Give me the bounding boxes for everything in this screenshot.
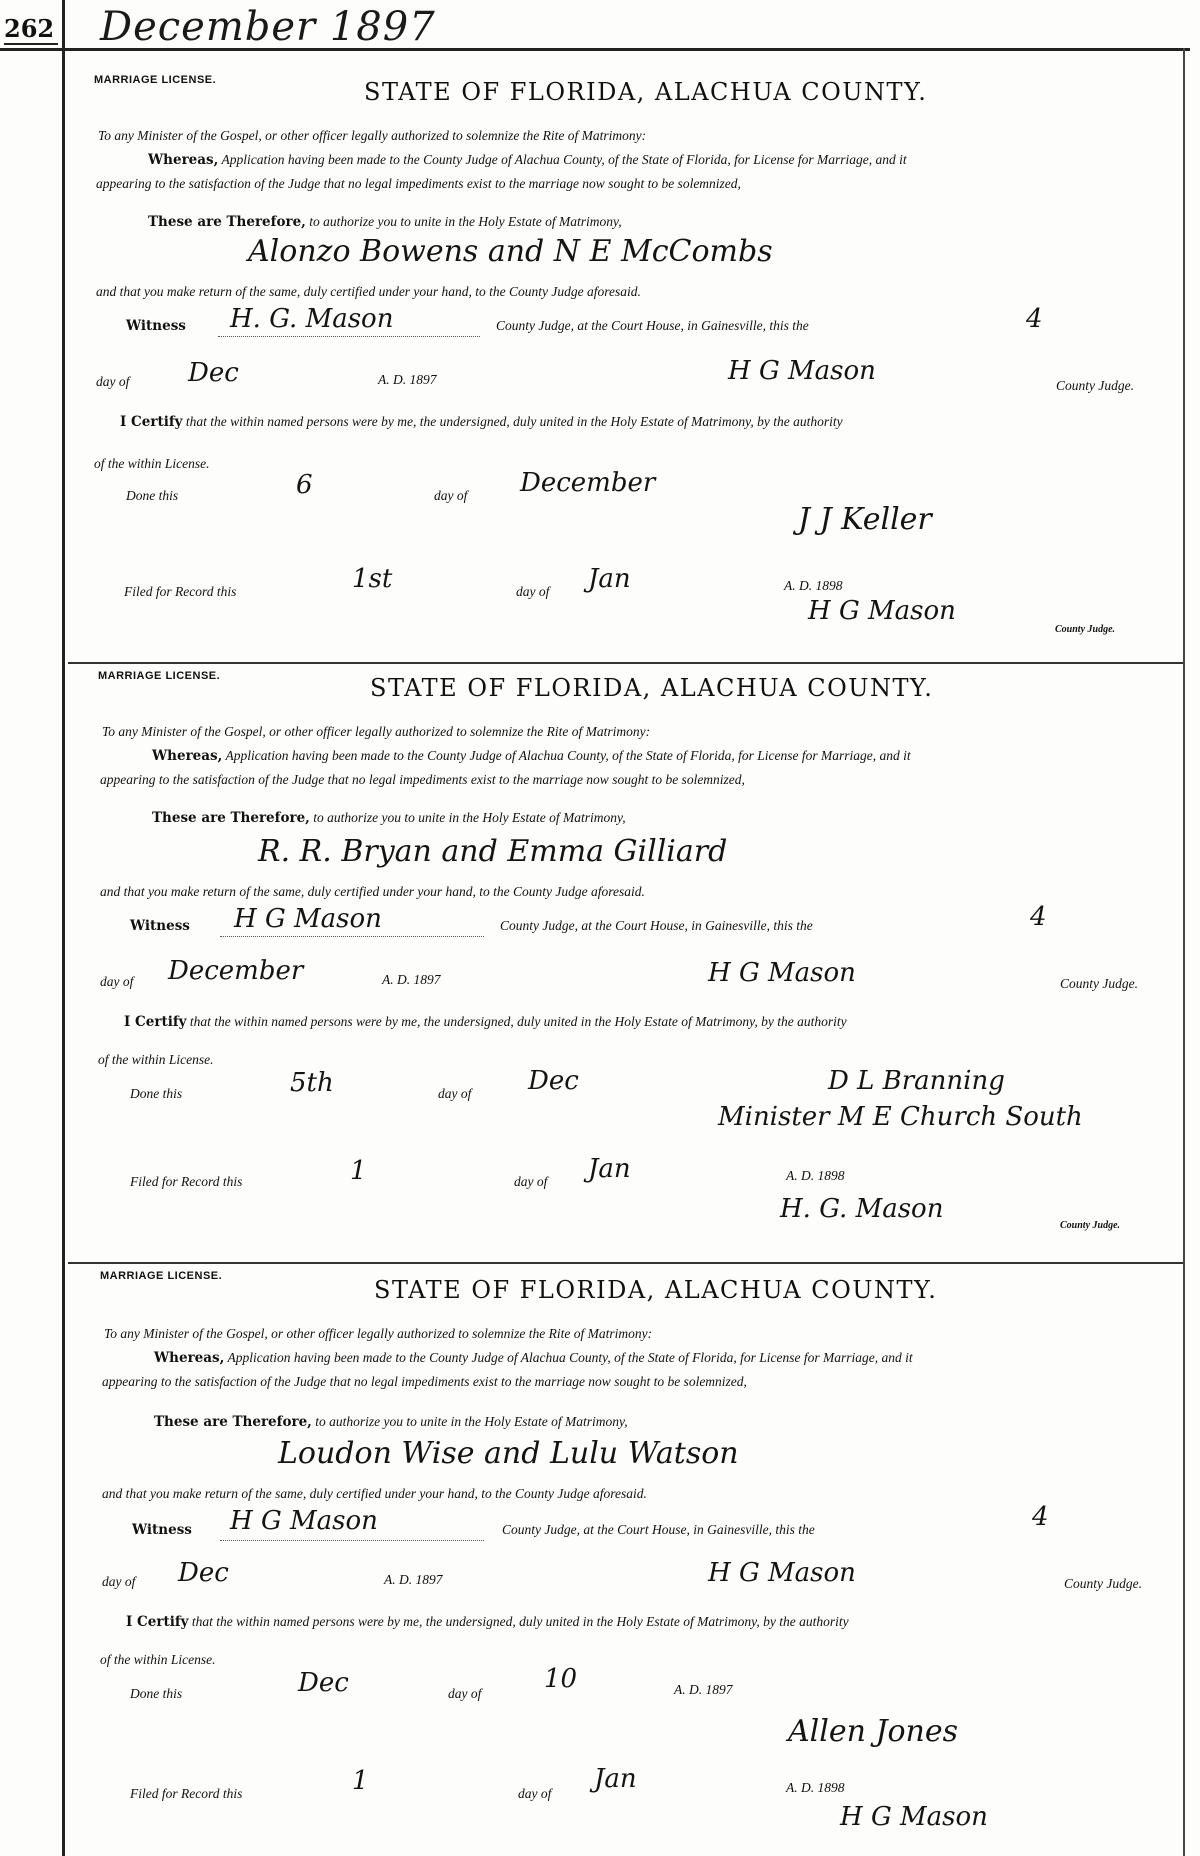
return-line: and that you make return of the same, duly certified under your hand, to the County Judge aforesaid. bbox=[96, 284, 641, 299]
whereas-bold: Whereas, bbox=[148, 152, 219, 168]
these-are-bold: These are Therefore, bbox=[154, 1414, 312, 1430]
couple-names: Loudon Wise and Lulu Watson bbox=[278, 1436, 739, 1471]
within-license: of the within License. bbox=[98, 1052, 214, 1067]
done-month: December bbox=[520, 468, 656, 498]
left-margin-rule bbox=[62, 0, 65, 1856]
whereas-text: Application having been made to the County Judge of Alachua County, of the State of Florida, for License for Marriage, and it bbox=[221, 152, 907, 167]
ad-1897: A. D. 1897 bbox=[382, 972, 441, 987]
ad-1898: A. D. 1898 bbox=[786, 1780, 845, 1795]
appearing-line: appearing to the satisfaction of the Judge that no legal impediments exist to the marriage now sought to be solemnized, bbox=[100, 772, 745, 787]
filed-signature: H G Mason bbox=[840, 1802, 988, 1832]
certify-bold: I Certify bbox=[120, 414, 183, 430]
filed-label: Filed for Record this bbox=[130, 1786, 243, 1801]
ad-1897: A. D. 1897 bbox=[378, 372, 437, 387]
county-judge-small: County Judge. bbox=[1060, 1220, 1121, 1231]
done-this-label: Done this bbox=[130, 1086, 183, 1101]
done-year: A. D. 1897 bbox=[674, 1682, 733, 1697]
witness-bold: Witness bbox=[130, 918, 190, 934]
marriage-license-label: MARRIAGE LICENSE. bbox=[98, 670, 221, 682]
certify-text: that the within named persons were by me, the undersigned, duly united in the Holy Estate of Matrimony, by the authority bbox=[189, 1014, 847, 1029]
filed-day-of: day of bbox=[518, 1786, 552, 1801]
whereas-text: Application having been made to the County Judge of Alachua County, of the State of Florida, for License for Marriage, and it bbox=[227, 1350, 913, 1365]
witness-line bbox=[126, 318, 186, 334]
marriage-license-label: MARRIAGE LICENSE. bbox=[94, 74, 217, 86]
whereas-bold: Whereas, bbox=[152, 748, 223, 764]
filed-day: 1st bbox=[352, 564, 393, 594]
these-are-text: to authorize you to unite in the Holy Estate of Matrimony, bbox=[309, 214, 622, 229]
done-month: Dec bbox=[528, 1066, 579, 1096]
ad-1898: A. D. 1898 bbox=[786, 1168, 845, 1183]
witness-text: County Judge, at the Court House, in Gainesville, this the bbox=[496, 318, 809, 333]
these-are-line bbox=[154, 1414, 628, 1430]
whereas-bold: Whereas, bbox=[154, 1350, 225, 1366]
to-any-minister: To any Minister of the Gospel, or other officer legally authorized to solemnize the Rite of Matrimony: bbox=[98, 128, 647, 143]
these-are-line bbox=[148, 214, 622, 230]
certify-text: that the within named persons were by me, the undersigned, duly united in the Holy Estate of Matrimony, by the authority bbox=[185, 414, 843, 429]
return-line: and that you make return of the same, duly certified under your hand, to the County Judge aforesaid. bbox=[102, 1486, 647, 1501]
whereas-line bbox=[148, 152, 907, 168]
return-line: and that you make return of the same, duly certified under your hand, to the County Judge aforesaid. bbox=[100, 884, 645, 899]
couple-names: Alonzo Bowens and N E McCombs bbox=[248, 234, 773, 269]
within-license: of the within License. bbox=[100, 1652, 216, 1667]
witness-bold: Witness bbox=[132, 1522, 192, 1538]
done-day: 6 bbox=[296, 470, 313, 500]
county-judge-label: County Judge. bbox=[1056, 378, 1134, 393]
these-are-line bbox=[152, 810, 626, 826]
this-the-day: 4 bbox=[1026, 304, 1043, 334]
officiant-signature: D L Branning bbox=[828, 1066, 1005, 1096]
whereas-line bbox=[154, 1350, 913, 1366]
this-the-day: 4 bbox=[1030, 902, 1047, 932]
county-judge-small: County Judge. bbox=[1055, 624, 1116, 635]
county-judge-label: County Judge. bbox=[1060, 976, 1138, 991]
marriage-license-label: MARRIAGE LICENSE. bbox=[100, 1270, 223, 1282]
filed-signature: H. G. Mason bbox=[780, 1194, 944, 1224]
these-are-bold: These are Therefore, bbox=[152, 810, 310, 826]
filed-day: 1 bbox=[350, 1156, 367, 1186]
witness-bold: Witness bbox=[126, 318, 186, 334]
witness-line bbox=[130, 918, 190, 934]
officiant-signature: Allen Jones bbox=[788, 1714, 959, 1749]
ad-1898: A. D. 1898 bbox=[784, 578, 843, 593]
certify-line bbox=[124, 1014, 847, 1030]
license-divider-2 bbox=[68, 1262, 1183, 1264]
appearing-line: appearing to the satisfaction of the Judge that no legal impediments exist to the marriage now sought to be solemnized, bbox=[102, 1374, 747, 1389]
appearing-line: appearing to the satisfaction of the Judge that no legal impediments exist to the marriage now sought to be solemnized, bbox=[96, 176, 741, 191]
filed-month: Jan bbox=[588, 564, 631, 594]
this-the-day: 4 bbox=[1032, 1502, 1049, 1532]
these-are-text: to authorize you to unite in the Holy Estate of Matrimony, bbox=[313, 810, 626, 825]
day-of-label: day of bbox=[96, 374, 130, 389]
day-of-month: Dec bbox=[188, 358, 239, 388]
filed-label: Filed for Record this bbox=[124, 584, 237, 599]
witness-signature: H. G. Mason bbox=[230, 304, 394, 334]
day-of-label: day of bbox=[100, 974, 134, 989]
officiant-signature: J J Keller bbox=[798, 502, 932, 537]
judge-signature: H G Mason bbox=[708, 958, 856, 988]
county-judge-label: County Judge. bbox=[1064, 1576, 1142, 1591]
license-divider-1 bbox=[68, 662, 1183, 664]
witness-signature: H G Mason bbox=[234, 904, 382, 934]
filed-day-of: day of bbox=[514, 1174, 548, 1189]
filed-month: Jan bbox=[588, 1154, 631, 1184]
done-day: Dec bbox=[298, 1668, 349, 1698]
witness-text: County Judge, at the Court House, in Gainesville, this the bbox=[500, 918, 813, 933]
certify-bold: I Certify bbox=[124, 1014, 187, 1030]
whereas-text: Application having been made to the County Judge of Alachua County, of the State of Florida, for License for Marriage, and it bbox=[225, 748, 911, 763]
filed-day-of: day of bbox=[516, 584, 550, 599]
done-day-of: day of bbox=[438, 1086, 472, 1101]
state-title: STATE OF FLORIDA, ALACHUA COUNTY. bbox=[364, 78, 928, 106]
certify-bold: I Certify bbox=[126, 1614, 189, 1630]
ad-1897: A. D. 1897 bbox=[384, 1572, 443, 1587]
page-number: 262 bbox=[4, 14, 58, 45]
couple-names: R. R. Bryan and Emma Gilliard bbox=[258, 834, 728, 869]
day-of-label: day of bbox=[102, 1574, 136, 1589]
witness-text: County Judge, at the Court House, in Gainesville, this the bbox=[502, 1522, 815, 1537]
done-day-of: day of bbox=[448, 1686, 482, 1701]
certify-line bbox=[120, 414, 843, 430]
filed-signature: H G Mason bbox=[808, 596, 956, 626]
witness-signature: H G Mason bbox=[230, 1506, 378, 1536]
done-this-label: Done this bbox=[126, 488, 179, 503]
done-month: 10 bbox=[544, 1664, 578, 1694]
done-day-of: day of bbox=[434, 488, 468, 503]
these-are-bold: These are Therefore, bbox=[148, 214, 306, 230]
within-license: of the within License. bbox=[94, 456, 210, 471]
done-this-label: Done this bbox=[130, 1686, 183, 1701]
to-any-minister: To any Minister of the Gospel, or other officer legally authorized to solemnize the Rite of Matrimony: bbox=[102, 724, 651, 739]
right-rule bbox=[1183, 48, 1185, 1856]
day-of-month: Dec bbox=[178, 1558, 229, 1588]
judge-signature: H G Mason bbox=[728, 356, 876, 386]
filed-label: Filed for Record this bbox=[130, 1174, 243, 1189]
whereas-line bbox=[152, 748, 911, 764]
filed-day: 1 bbox=[352, 1766, 369, 1796]
page-header-handwriting: December 1897 bbox=[100, 4, 436, 50]
state-title: STATE OF FLORIDA, ALACHUA COUNTY. bbox=[374, 1276, 938, 1304]
to-any-minister: To any Minister of the Gospel, or other officer legally authorized to solemnize the Rite of Matrimony: bbox=[104, 1326, 653, 1341]
filed-month: Jan bbox=[594, 1764, 637, 1794]
witness-line bbox=[132, 1522, 192, 1538]
day-of-month: December bbox=[168, 956, 304, 986]
certify-text: that the within named persons were by me, the undersigned, duly united in the Holy Estate of Matrimony, by the authority bbox=[191, 1614, 849, 1629]
these-are-text: to authorize you to unite in the Holy Estate of Matrimony, bbox=[315, 1414, 628, 1429]
judge-signature: H G Mason bbox=[708, 1558, 856, 1588]
done-day: 5th bbox=[290, 1068, 334, 1098]
officiant-title: Minister M E Church South bbox=[718, 1102, 1083, 1132]
state-title: STATE OF FLORIDA, ALACHUA COUNTY. bbox=[370, 674, 934, 702]
certify-line bbox=[126, 1614, 849, 1630]
